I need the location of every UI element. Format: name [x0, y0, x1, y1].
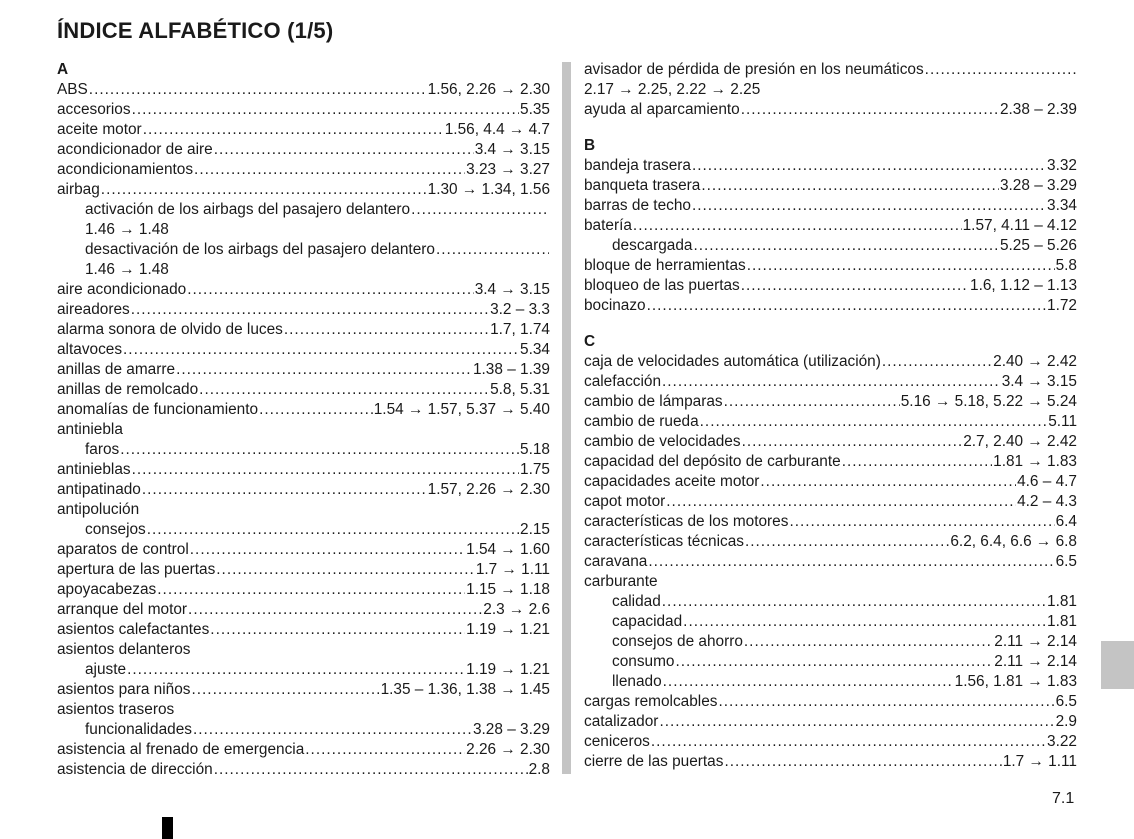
index-entry [57, 480, 550, 500]
entry-page-ref: 1.57, 2.26 → 2.30 [427, 481, 550, 498]
entry-term: acondicionamientos [57, 161, 194, 178]
entry-term: anomalías de funcionamiento [57, 401, 259, 418]
index-entry [584, 712, 1077, 732]
index-subentry [57, 720, 550, 740]
entry-page-ref: 3.22 [1047, 733, 1077, 750]
entry-page-ref-continuation: 2.17 → 2.25, 2.22 → 2.25 [584, 81, 761, 98]
entry-term: descargada [612, 237, 693, 254]
dot-leader [741, 100, 999, 120]
dot-leader [663, 672, 954, 692]
dot-leader [147, 520, 519, 540]
entry-page-ref: 1.38 – 1.39 [472, 361, 550, 378]
index-entry [57, 620, 550, 640]
dot-leader [662, 372, 1001, 392]
entry-term: acondicionador de aire [57, 141, 213, 158]
entry-page-ref: 3.28 – 3.29 [472, 721, 550, 738]
dot-leader [193, 720, 472, 740]
entry-term: banqueta trasera [584, 177, 701, 194]
dot-leader [718, 692, 1054, 712]
dot-leader [647, 296, 1046, 316]
entry-term: asistencia al frenado de emergencia [57, 741, 305, 758]
index-group-heading: asientos traseros [57, 701, 175, 718]
index-entry [57, 180, 550, 200]
index-entry [584, 156, 1077, 176]
entry-page-ref: 1.7 → 1.11 [1002, 753, 1077, 770]
entry-page-ref: 5.25 – 5.26 [999, 237, 1077, 254]
entry-term: anillas de amarre [57, 361, 176, 378]
entry-page-ref: 1.56, 4.4 → 4.7 [444, 121, 550, 138]
entry-page-ref: 1.72 [1047, 297, 1077, 314]
index-subentry [584, 672, 1077, 692]
dot-leader [284, 320, 489, 340]
dot-leader [666, 492, 1016, 512]
dot-leader [692, 196, 1046, 216]
index-entry [57, 300, 550, 320]
index-entry [584, 512, 1077, 532]
index-entry [584, 472, 1077, 492]
dot-leader [120, 440, 519, 460]
dot-leader [675, 652, 993, 672]
chapter-tab-marker [1101, 641, 1134, 689]
entry-page-ref: 2.11 → 2.14 [994, 653, 1077, 670]
index-entry [584, 296, 1077, 316]
dot-leader [188, 600, 482, 620]
index-entry [57, 760, 550, 780]
index-entry [57, 140, 550, 160]
dot-leader [651, 732, 1046, 752]
index-entry [57, 360, 550, 380]
index-group-heading: antiniebla [57, 421, 123, 438]
entry-page-ref: 3.4 → 3.15 [474, 281, 550, 298]
entry-term: características de los motores [584, 513, 789, 530]
dot-leader [143, 120, 444, 140]
dot-leader [741, 276, 969, 296]
dot-leader [700, 412, 1048, 432]
dot-leader [742, 432, 963, 452]
index-entry [584, 216, 1077, 236]
entry-term: desactivación de los airbags del pasajero delantero [85, 241, 435, 258]
dot-leader [123, 340, 519, 360]
entry-term: calefacción [584, 373, 661, 390]
dot-leader [925, 60, 1076, 80]
entry-page-ref: 3.2 – 3.3 [490, 301, 550, 318]
index-entry [57, 400, 550, 420]
dot-leader [89, 80, 427, 100]
entry-page-ref: 5.8 [1055, 257, 1077, 274]
entry-page-ref: 2.38 – 2.39 [999, 101, 1077, 118]
index-entry [57, 580, 550, 600]
dot-leader [411, 200, 549, 220]
entry-page-ref: 1.35 – 1.36, 1.38 → 1.45 [380, 681, 550, 698]
dot-leader [142, 480, 427, 500]
index-entry [584, 532, 1077, 552]
entry-term: consejos de ahorro [612, 633, 743, 650]
index-entry [584, 176, 1077, 196]
entry-term: capot motor [584, 493, 666, 510]
index-entry [584, 732, 1077, 752]
entry-page-ref: 1.54 → 1.60 [466, 541, 550, 558]
entry-page-ref-continuation: 1.46 → 1.48 [85, 261, 169, 278]
index-letter-heading: B [584, 137, 596, 154]
entry-term: antipatinado [57, 481, 141, 498]
index-entry [57, 680, 550, 700]
index-entry [584, 552, 1077, 572]
dot-leader [662, 592, 1046, 612]
entry-term: capacidad [612, 613, 683, 630]
entry-page-ref: 5.16 → 5.18, 5.22 → 5.24 [900, 393, 1077, 410]
entry-page-ref: 1.15 → 1.18 [466, 581, 550, 598]
entry-term: antinieblas [57, 461, 131, 478]
entry-page-ref-continuation: 1.46 → 1.48 [85, 221, 169, 238]
entry-page-ref: 1.56, 2.26 → 2.30 [427, 81, 550, 98]
dot-leader [132, 100, 519, 120]
entry-term: ajuste [85, 661, 127, 678]
dot-leader [659, 712, 1054, 732]
index-entry [57, 80, 550, 100]
entry-term: apoyacabezas [57, 581, 157, 598]
entry-page-ref: 1.81 [1047, 593, 1077, 610]
entry-term: aceite motor [57, 121, 142, 138]
index-entry [57, 340, 550, 360]
dot-leader [157, 580, 465, 600]
entry-term: asientos calefactantes [57, 621, 210, 638]
index-entry [57, 100, 550, 120]
entry-page-ref: 6.5 [1055, 553, 1077, 570]
index-entry [57, 320, 550, 340]
page-number: 7.1 [1052, 790, 1075, 807]
entry-term: bloque de herramientas [584, 257, 746, 274]
dot-leader [132, 460, 519, 480]
entry-term: asistencia de dirección [57, 761, 213, 778]
entry-term: caravana [584, 553, 648, 570]
dot-leader [693, 236, 999, 256]
entry-term: altavoces [57, 341, 123, 358]
dot-leader [882, 352, 992, 372]
entry-term: cierre de las puertas [584, 753, 724, 770]
entry-page-ref: 5.18 [520, 441, 550, 458]
entry-term: capacidad del depósito de carburante [584, 453, 841, 470]
entry-term: airbag [57, 181, 100, 198]
index-entry [584, 196, 1077, 216]
entry-term: bocinazo [584, 297, 646, 314]
entry-page-ref: 5.8, 5.31 [490, 381, 550, 398]
dot-leader [760, 472, 1016, 492]
index-group-heading: carburante [584, 573, 658, 590]
index-subentry [584, 612, 1077, 632]
entry-page-ref: 1.81 → 1.83 [993, 453, 1077, 470]
index-entry [584, 60, 1077, 80]
index-entry [57, 560, 550, 580]
print-crop-mark [162, 817, 173, 839]
entry-term: ABS [57, 81, 88, 98]
dot-leader [131, 300, 489, 320]
index-entry [57, 380, 550, 400]
index-letter-heading: A [57, 61, 69, 78]
index-subentry [57, 520, 550, 540]
entry-page-ref: 3.34 [1047, 197, 1077, 214]
index-entry [584, 372, 1077, 392]
index-entry [584, 692, 1077, 712]
dot-leader [692, 156, 1046, 176]
entry-page-ref: 6.5 [1055, 693, 1077, 710]
entry-term: aire acondicionado [57, 281, 187, 298]
entry-term: caja de velocidades automática (utilización) [584, 353, 881, 370]
dot-leader [214, 140, 474, 160]
dot-leader [210, 620, 465, 640]
entry-term: bandeja trasera [584, 157, 691, 174]
index-entry [57, 280, 550, 300]
index-group-heading: asientos delanteros [57, 641, 191, 658]
entry-page-ref: 3.28 – 3.29 [999, 177, 1077, 194]
entry-term: accesorios [57, 101, 131, 118]
dot-leader [436, 240, 549, 260]
dot-leader [744, 632, 993, 652]
entry-page-ref: 3.32 [1047, 157, 1077, 174]
index-subentry [57, 440, 550, 460]
index-letter-heading: C [584, 333, 596, 350]
entry-term: aireadores [57, 301, 130, 318]
entry-page-ref: 1.6, 1.12 – 1.13 [970, 277, 1077, 294]
dot-leader [187, 280, 473, 300]
entry-term: aparatos de control [57, 541, 189, 558]
index-column-right [584, 60, 1077, 772]
entry-page-ref: 1.30 → 1.34, 1.56 [427, 181, 550, 198]
entry-page-ref: 1.56, 1.81 → 1.83 [954, 673, 1077, 690]
entry-term: funcionalidades [85, 721, 192, 738]
index-subentry [584, 652, 1077, 672]
entry-term: cambio de velocidades [584, 433, 741, 450]
dot-leader [127, 660, 465, 680]
dot-leader [214, 760, 528, 780]
dot-leader [191, 680, 379, 700]
entry-term: catalizador [584, 713, 659, 730]
entry-term: ayuda al aparcamiento [584, 101, 740, 118]
dot-leader [176, 360, 472, 380]
index-subentry [57, 200, 550, 220]
entry-term: consumo [612, 653, 675, 670]
entry-page-ref: 1.75 [520, 461, 550, 478]
entry-page-ref: 2.9 [1055, 713, 1077, 730]
entry-term: apertura de las puertas [57, 561, 216, 578]
entry-page-ref: 3.23 → 3.27 [466, 161, 550, 178]
page-title: ÍNDICE ALFABÉTICO (1/5) [57, 18, 334, 43]
index-entry [584, 276, 1077, 296]
entry-page-ref: 2.26 → 2.30 [466, 741, 550, 758]
index-entry [57, 160, 550, 180]
entry-page-ref: 2.8 [528, 761, 550, 778]
index-column-left [57, 60, 550, 780]
entry-term: avisador de pérdida de presión en los neumáticos [584, 61, 924, 78]
entry-term: batería [584, 217, 632, 234]
entry-term: faros [85, 441, 120, 458]
entry-term: activación de los airbags del pasajero delantero [85, 201, 411, 218]
index-entry [57, 540, 550, 560]
dot-leader [199, 380, 489, 400]
index-entry [57, 740, 550, 760]
dot-leader [633, 216, 962, 236]
entry-page-ref: 1.57, 4.11 – 4.12 [962, 217, 1077, 234]
dot-leader [724, 392, 900, 412]
entry-page-ref: 4.6 – 4.7 [1017, 473, 1077, 490]
entry-term: alarma sonora de olvido de luces [57, 321, 283, 338]
entry-page-ref: 3.4 → 3.15 [1001, 373, 1077, 390]
entry-page-ref: 1.19 → 1.21 [466, 661, 550, 678]
entry-page-ref: 2.7, 2.40 → 2.42 [963, 433, 1077, 450]
entry-term: calidad [612, 593, 661, 610]
entry-term: arranque del motor [57, 601, 188, 618]
index-entry [584, 352, 1077, 372]
entry-term: consejos [85, 521, 146, 538]
dot-leader [789, 512, 1054, 532]
entry-term: llenado [612, 673, 662, 690]
entry-page-ref: 2.40 → 2.42 [993, 353, 1077, 370]
entry-term: características técnicas [584, 533, 744, 550]
entry-page-ref: 2.11 → 2.14 [994, 633, 1077, 650]
dot-leader [701, 176, 999, 196]
entry-term: capacidades aceite motor [584, 473, 760, 490]
entry-page-ref: 5.34 [520, 341, 550, 358]
dot-leader [683, 612, 1046, 632]
dot-leader [745, 532, 949, 552]
index-subentry [584, 592, 1077, 612]
index-entry [57, 600, 550, 620]
dot-leader [259, 400, 373, 420]
index-subentry [57, 240, 550, 260]
entry-page-ref: 4.2 – 4.3 [1017, 493, 1077, 510]
entry-page-ref: 1.7 → 1.11 [475, 561, 550, 578]
dot-leader [747, 256, 1055, 276]
index-entry [584, 256, 1077, 276]
column-separator [562, 62, 571, 774]
entry-page-ref: 1.81 [1047, 613, 1077, 630]
index-entry [57, 460, 550, 480]
entry-page-ref: 1.7, 1.74 [490, 321, 550, 338]
entry-page-ref: 6.4 [1055, 513, 1077, 530]
index-entry [57, 120, 550, 140]
entry-page-ref: 2.15 [520, 521, 550, 538]
dot-leader [190, 540, 465, 560]
entry-term: cambio de rueda [584, 413, 699, 430]
entry-term: anillas de remolcado [57, 381, 199, 398]
index-entry [584, 492, 1077, 512]
entry-term: cambio de lámparas [584, 393, 723, 410]
entry-page-ref: 3.4 → 3.15 [474, 141, 550, 158]
dot-leader [216, 560, 475, 580]
index-subentry [584, 632, 1077, 652]
dot-leader [194, 160, 465, 180]
dot-leader [724, 752, 1001, 772]
entry-term: ceniceros [584, 733, 650, 750]
index-entry [584, 432, 1077, 452]
entry-term: bloqueo de las puertas [584, 277, 740, 294]
entry-term: asientos para niños [57, 681, 191, 698]
entry-page-ref: 5.11 [1048, 413, 1077, 430]
index-entry [584, 752, 1077, 772]
entry-page-ref: 5.35 [520, 101, 550, 118]
dot-leader [648, 552, 1054, 572]
index-entry [584, 392, 1077, 412]
index-subentry [584, 236, 1077, 256]
dot-leader [305, 740, 465, 760]
entry-page-ref: 6.2, 6.4, 6.6 → 6.8 [950, 533, 1077, 550]
index-entry [584, 100, 1077, 120]
entry-page-ref: 2.3 → 2.6 [483, 601, 550, 618]
entry-term: barras de techo [584, 197, 691, 214]
index-subentry [57, 660, 550, 680]
entry-term: cargas remolcables [584, 693, 718, 710]
index-entry [584, 412, 1077, 432]
index-group-heading: antipolución [57, 501, 140, 518]
entry-page-ref: 1.19 → 1.21 [466, 621, 550, 638]
entry-page-ref: 1.54 → 1.57, 5.37 → 5.40 [373, 401, 550, 418]
dot-leader [842, 452, 992, 472]
index-entry [584, 452, 1077, 472]
dot-leader [101, 180, 427, 200]
